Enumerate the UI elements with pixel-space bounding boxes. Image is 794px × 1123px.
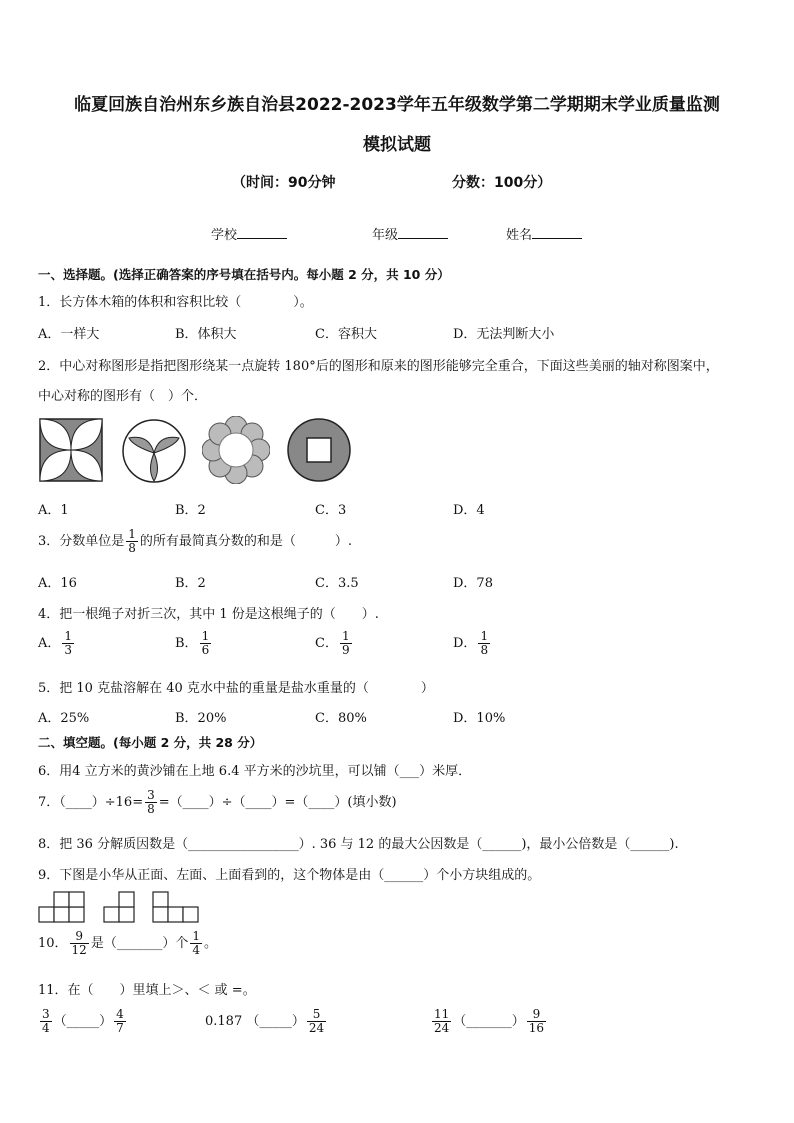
q2-option-b[interactable]: B．2 bbox=[175, 503, 206, 518]
section2-heading: 二、填空题。(每小题 2 分，共 28 分） bbox=[38, 735, 263, 750]
figure-circle-three-leaves bbox=[121, 418, 187, 484]
view-left bbox=[103, 891, 137, 923]
q6: 6．用4 立方米的黄沙铺在上地 6.4 平方米的沙坑里，可以铺（___）米厚． bbox=[38, 764, 472, 779]
q11-item-2: 0.187 （_____） $\frac{5}{24}$ bbox=[205, 1007, 325, 1035]
q2-stem-line2: 中心对称的图形有（ ）个． bbox=[38, 389, 208, 404]
q3-stem bbox=[38, 528, 352, 555]
grade-field[interactable] bbox=[372, 224, 448, 243]
page-title-line2: 模拟试题 bbox=[363, 135, 431, 155]
q3-option-d[interactable]: D．78 bbox=[453, 576, 493, 591]
q4-option-d[interactable]: D． $\frac{1}{8}$ bbox=[453, 629, 489, 657]
q4-option-b[interactable]: B． $\frac{1}{6}$ bbox=[175, 629, 210, 657]
q1-option-a[interactable]: A．一样大 bbox=[38, 327, 100, 342]
q5-option-c[interactable]: C．80% bbox=[315, 711, 367, 726]
q2-option-a[interactable]: A．1 bbox=[38, 503, 69, 518]
q8: 8．把 36 分解质因数是（_________________）. 36 与 12 的最大公因数是（______)，最小公倍数是（______). bbox=[38, 837, 679, 852]
q3-stem-post: 的所有最简真分数的和是（ ）. bbox=[139, 534, 353, 549]
q1-option-c[interactable]: C．容积大 bbox=[315, 327, 377, 342]
figure-coin bbox=[286, 417, 352, 483]
school-field[interactable] bbox=[211, 224, 287, 243]
grade-label: 年级 bbox=[372, 228, 399, 243]
figure-square-petals bbox=[38, 417, 104, 483]
section1-heading: 一、选择题。(选择正确答案的序号填在括号内。每小题 2 分，共 10 分） bbox=[38, 267, 450, 282]
q2-option-d[interactable]: D．4 bbox=[453, 503, 485, 518]
q2-option-c[interactable]: C．3 bbox=[315, 503, 347, 518]
figure-flower bbox=[202, 416, 270, 484]
q4-option-c[interactable]: C． $\frac{1}{9}$ bbox=[315, 629, 350, 657]
q3-option-c[interactable]: C．3.5 bbox=[315, 576, 359, 591]
q5-option-b[interactable]: B．20% bbox=[175, 711, 227, 726]
q3-option-a[interactable]: A．16 bbox=[38, 576, 77, 591]
q11-item-1: $\frac{3}{4}$ （_____） $\frac{4}{7}$ bbox=[42, 1007, 124, 1035]
q3-stem-pre: 3．分数单位是 bbox=[38, 534, 125, 549]
name-field[interactable] bbox=[506, 224, 582, 243]
q7: 7．（____）÷16= $\frac{3}{8}$ =（____）÷（____）=（____）(填小数) bbox=[38, 788, 397, 816]
view-front bbox=[38, 891, 86, 923]
q1-option-d[interactable]: D．无法判断大小 bbox=[453, 327, 555, 342]
q5-stem: 5．把 10 克盐溶解在 40 克水中盐的重量是盐水重量的（ ） bbox=[38, 681, 434, 696]
school-label: 学校 bbox=[211, 228, 238, 243]
q3-option-b[interactable]: B．2 bbox=[175, 576, 206, 591]
q3-fraction: $\frac{1}{8}$ bbox=[128, 527, 136, 555]
view-top bbox=[152, 891, 200, 923]
q11-stem: 11．在（ ）里填上＞、＜ 或 =。 bbox=[38, 983, 256, 998]
name-label: 姓名 bbox=[506, 228, 533, 243]
exam-score: 分数：100分） bbox=[452, 175, 552, 191]
q4-option-a[interactable]: A． $\frac{1}{3}$ bbox=[38, 629, 73, 657]
q2-stem-line1: 2．中心对称图形是指把图形绕某一点旋转 180°后的图形和原来的图形能够完全重合，下面这些美丽的轴对称图案中， bbox=[38, 359, 719, 374]
page-title: 临夏回族自治州东乡族自治县2022-2023学年五年级数学第二学期期末学业质量监测 bbox=[74, 95, 720, 115]
q5-option-d[interactable]: D．10% bbox=[453, 711, 506, 726]
q4-stem: 4．把一根绳子对折三次，其中 1 份是这根绳子的（ ）. bbox=[38, 607, 379, 622]
q1-stem: 1．长方体木箱的体积和容积比较（ ）。 bbox=[38, 295, 313, 310]
q11-item-3: $\frac{11}{24}$ （_______） $\frac{9}{16}$ bbox=[434, 1007, 545, 1035]
q1-option-b[interactable]: B．体积大 bbox=[175, 327, 237, 342]
q10: 10． $\frac{9}{12}$ 是（_______）个 $\frac{1}{4}$ 。 bbox=[38, 929, 217, 957]
q5-option-a[interactable]: A．25% bbox=[38, 711, 90, 726]
q9: 9．下图是小华从正面、左面、上面看到的，这个物体是由（______）个小方块组成的。 bbox=[38, 868, 541, 883]
exam-time: （时间：90分钟 bbox=[232, 175, 336, 191]
